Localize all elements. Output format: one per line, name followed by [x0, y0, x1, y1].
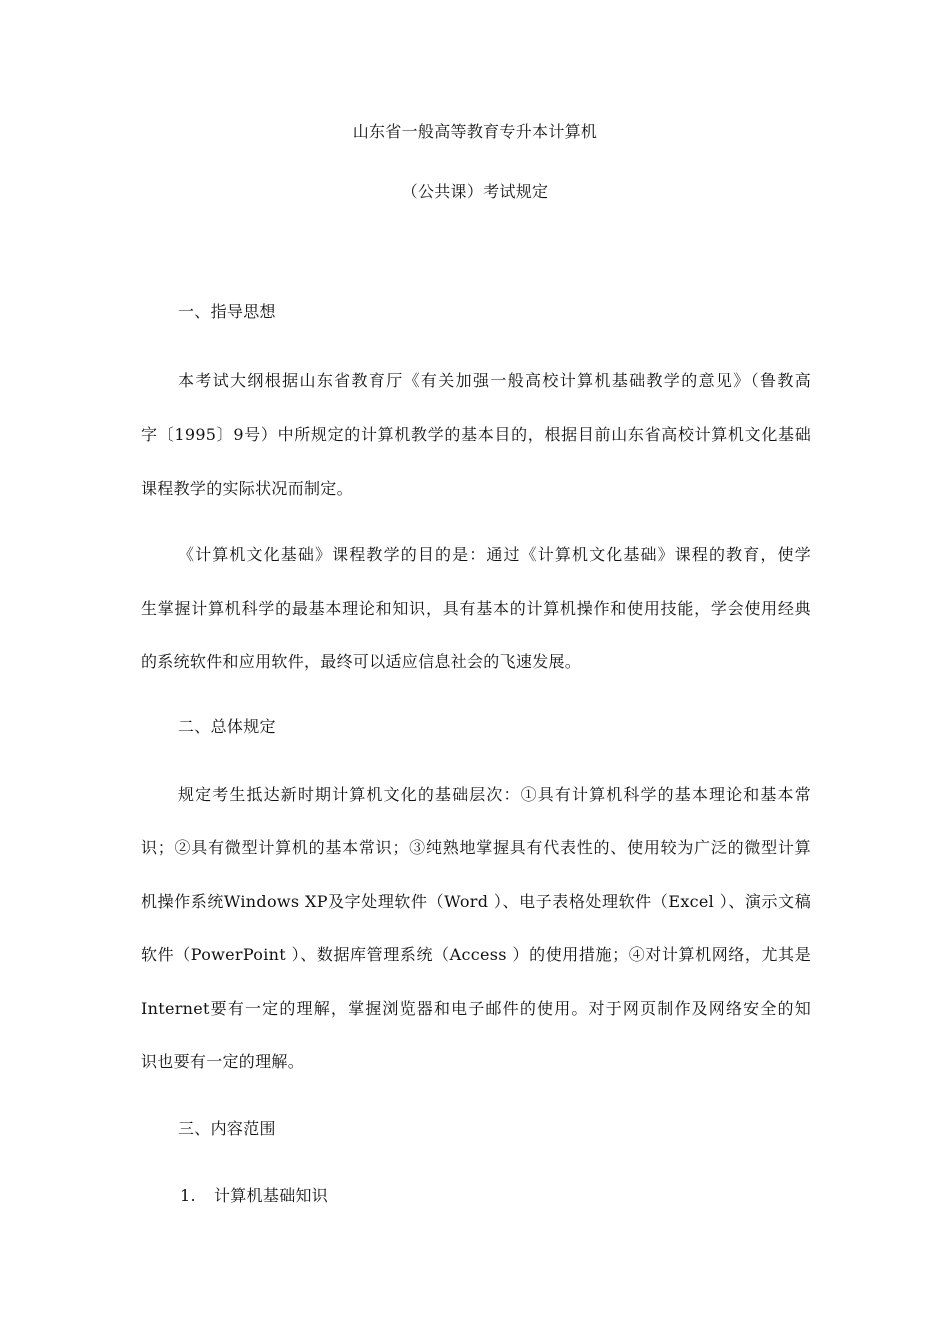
paragraph-line: 《计算机文化基础》课程教学的目的是：通过《计算机文化基础》课程的教育，使学: [178, 545, 811, 564]
paragraph-line: 字〔1995〕9号）中所规定的计算机教学的基本目的，根据目前山东省高校计算机文化基础: [141, 425, 811, 444]
list-item-number: 1.: [180, 1186, 196, 1205]
paragraph-line: 识也要有一定的理解。: [141, 1052, 305, 1071]
paragraph-line: Internet要有一定的理解，掌握浏览器和电子邮件的使用。对于网页制作及网络安全的知: [141, 999, 811, 1018]
paragraph-line: 软件（PowerPoint ）、数据库管理系统（Access ）的使用措施；④对计算机网络，尤其是: [141, 945, 811, 964]
paragraph-line: 课程教学的实际状况而制定。: [141, 479, 353, 498]
paragraph-line: 本考试大纲根据山东省教育厅《有关加强一般高校计算机基础教学的意见》（鲁教高: [178, 371, 811, 390]
section-heading-general-requirements: 二、总体规定: [178, 717, 276, 736]
section-heading-guiding-ideology: 一、指导思想: [178, 302, 276, 321]
list-item: [180, 1186, 328, 1206]
paragraph-line: 生掌握计算机科学的最基本理论和知识，具有基本的计算机操作和使用技能，学会使用经典: [141, 599, 811, 618]
section-heading-content-scope: 三、内容范围: [178, 1119, 276, 1138]
paragraph-line: 的系统软件和应用软件，最终可以适应信息社会的飞速发展。: [141, 652, 582, 671]
paragraph-line: 识；②具有微型计算机的基本常识；③纯熟地掌握具有代表性的、使用较为广泛的微型计算: [141, 838, 811, 857]
paragraph-line: 机操作系统Windows XP及字处理软件（Word ）、电子表格处理软件（Excel ）、演示文稿: [141, 892, 811, 911]
document-title: 山东省一般高等教育专升本计算机: [352, 122, 598, 141]
paragraph-line: 规定考生抵达新时期计算机文化的基础层次：①具有计算机科学的基本理论和基本常: [178, 785, 811, 804]
document-subtitle: （公共课）考试规定: [401, 182, 549, 201]
list-item-label: 计算机基础知识: [214, 1186, 329, 1205]
